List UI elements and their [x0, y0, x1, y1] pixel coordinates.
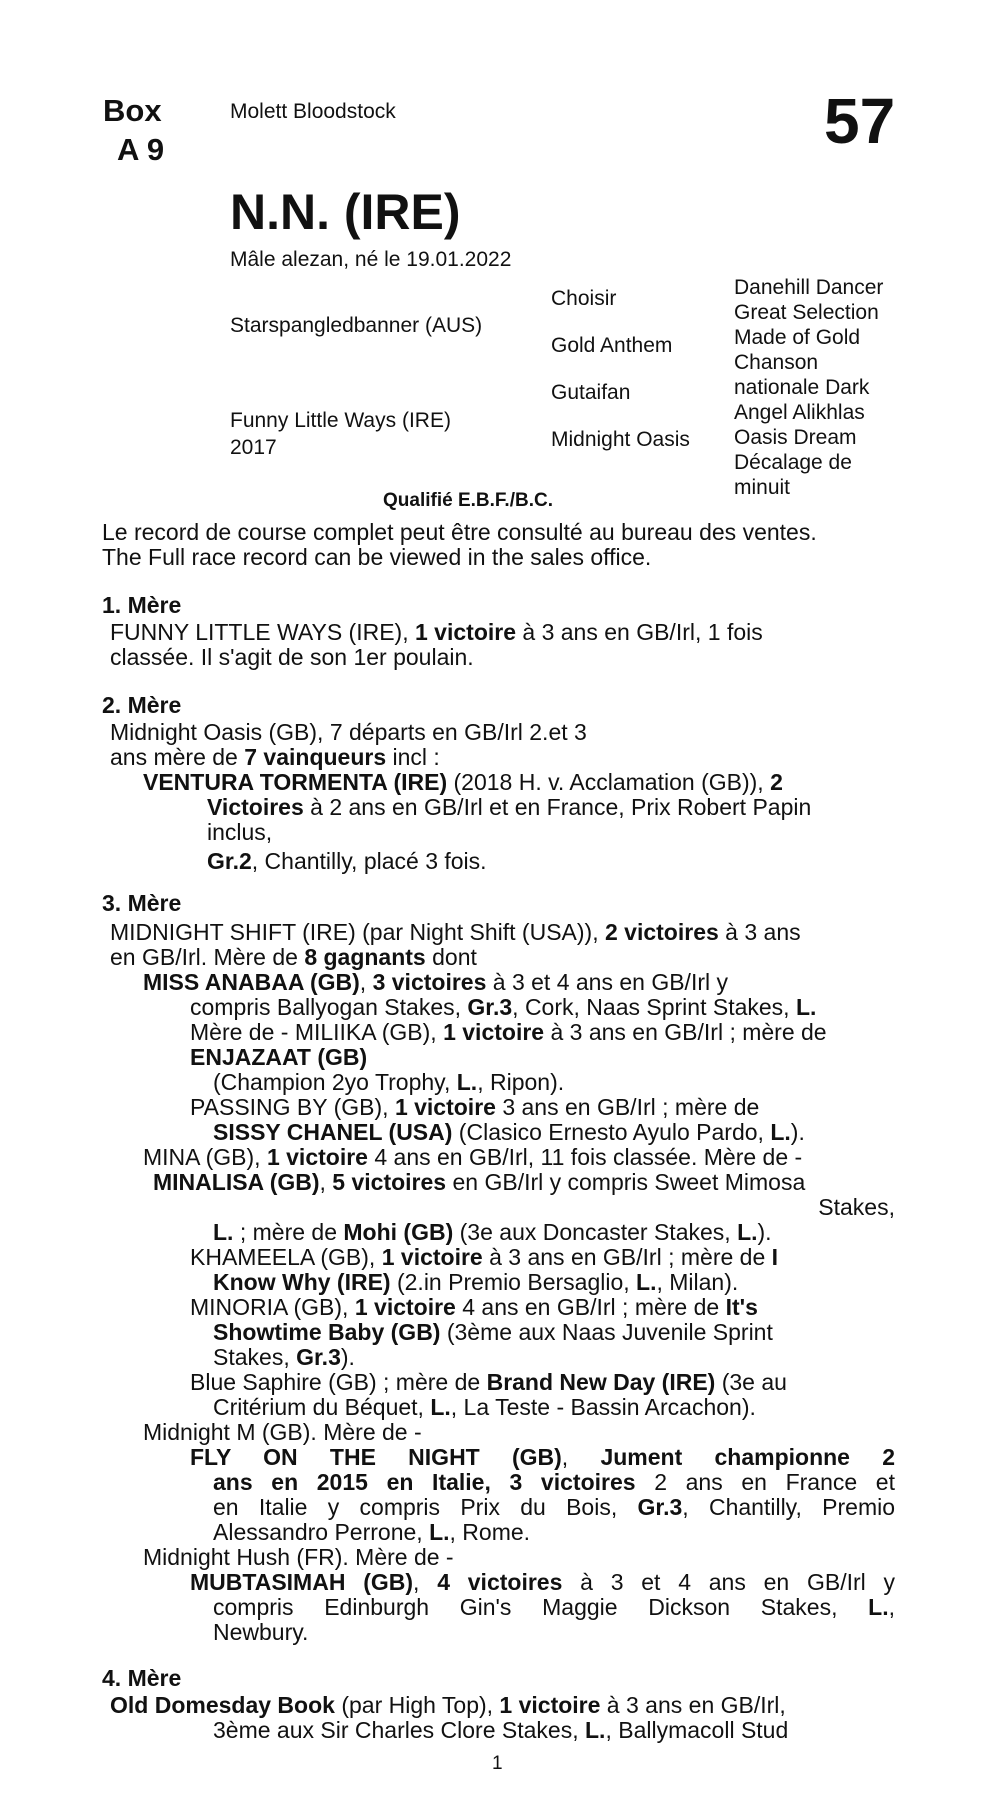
page-number: 1 — [492, 1753, 503, 1774]
s3-text: (3e aux Doncaster Stakes, — [453, 1219, 738, 1245]
s3-bold: L. — [430, 1394, 451, 1420]
pedigree-dam-year: 2017 — [230, 436, 277, 459]
s2-bold: Victoires — [207, 794, 304, 820]
s4-line1 — [110, 1693, 786, 1718]
mubtasimah-line1 — [190, 1570, 895, 1595]
s3-bold: Brand New Day (IRE) — [486, 1369, 716, 1395]
ggp-line: minuit — [734, 476, 791, 499]
s3-line1 — [110, 920, 801, 945]
ggp-line: Danehill Dancer — [734, 276, 884, 299]
s3-text: (3e au — [715, 1369, 787, 1395]
s3-bold: Mohi (GB) — [343, 1219, 454, 1245]
s3-text: MINORIA (GB), — [190, 1294, 355, 1320]
s3-bold: 1 victoire — [266, 1144, 368, 1170]
section-heading-mere2: 2. Mère — [102, 692, 182, 718]
section-heading-mere1: 1. Mère — [102, 592, 182, 618]
s3-bold: Gr.3 — [637, 1494, 683, 1520]
s2-text: , Chantilly, placé 3 fois. — [251, 848, 487, 874]
s3-bold: L. — [213, 1219, 234, 1245]
pedigree-grandparent: Gutaifan — [551, 381, 631, 404]
s3-bold: L. — [770, 1119, 791, 1145]
s2-bold: 2 — [770, 769, 783, 795]
ggp-line: Oasis Dream — [734, 426, 857, 449]
mubtasimah-line3: Newbury. — [213, 1619, 309, 1645]
s3-bold: Showtime Baby (GB) — [213, 1319, 441, 1345]
pedigree-sire: Starspangledbanner (AUS) — [230, 314, 483, 337]
s3-text: ). — [340, 1344, 355, 1370]
s2-text: incl : — [386, 744, 440, 770]
s1-text: à 3 ans en GB/Irl, 1 fois — [516, 619, 763, 645]
s3-bold: L. — [737, 1219, 758, 1245]
consignor: Molett Bloodstock — [230, 100, 396, 123]
ggp-line: nationale Dark — [734, 376, 870, 399]
s2-line2 — [110, 745, 440, 770]
s3-text: PASSING BY (GB), — [190, 1094, 395, 1120]
s3-text: , — [413, 1569, 438, 1595]
s3-text: , — [319, 1169, 333, 1195]
pedigree-dam: Funny Little Ways (IRE) — [230, 409, 451, 432]
s3-text: Critérium du Béquet, — [213, 1394, 431, 1420]
s3-text: en Italie y compris Prix du Bois, — [213, 1494, 638, 1520]
s3-text: à 3 et 4 ans en GB/Irl y — [486, 969, 728, 995]
miliika-line — [190, 1020, 827, 1045]
box-label: Box — [103, 93, 162, 128]
s2-ventura-line4 — [207, 849, 487, 874]
mubtasimah-line2 — [213, 1595, 895, 1620]
s3-bold: It's — [725, 1294, 758, 1320]
fly-on-the-night-line4 — [213, 1520, 530, 1545]
s3-text: , — [888, 1594, 895, 1620]
s3-text: MIDNIGHT SHIFT (IRE) (par Night Shift (USA)), — [110, 919, 605, 945]
pedigree-grandparent: Gold Anthem — [551, 334, 673, 357]
s3-text: , Ripon). — [477, 1069, 565, 1095]
s4-line2 — [213, 1718, 788, 1743]
s3-text: (3ème aux Naas Juvenile Sprint — [440, 1319, 773, 1345]
sales-notice — [102, 520, 817, 570]
s3-text: en GB/Irl y compris Sweet Mimosa — [446, 1169, 806, 1195]
s3-text: (Champion 2yo Trophy, — [213, 1069, 457, 1095]
s3-text: 3 ans en GB/Irl ; mère de — [495, 1094, 760, 1120]
qualification: Qualifié E.B.F./B.C. — [383, 490, 553, 511]
s3-text: KHAMEELA (GB), — [190, 1244, 382, 1270]
minalisa-line1 — [153, 1170, 805, 1195]
s3-bold: L. — [795, 994, 817, 1020]
s3-text: compris Edinburgh Gin's Maggie Dickson Stakes, — [213, 1594, 869, 1620]
s3-text: compris Ballyogan Stakes, — [190, 994, 468, 1020]
s3-text: 4 ans en GB/Irl, 11 fois classée. Mère de - — [367, 1144, 803, 1170]
s3-text: Alessandro Perrone, — [213, 1519, 430, 1545]
s3-text: (Clasico Ernesto Ayulo Pardo, — [452, 1119, 771, 1145]
s3-bold: Jument championne 2 — [600, 1444, 896, 1470]
s2-ventura-line3: inclus, — [207, 819, 273, 845]
s3-text: 4 ans en GB/Irl ; mère de — [455, 1294, 726, 1320]
s4-bold: 1 victoire — [499, 1692, 601, 1718]
s3-text: , La Teste - Bassin Arcachon). — [450, 1394, 756, 1420]
horse-name: N.N. (IRE) — [230, 184, 461, 240]
s3-bold: MUBTASIMAH (GB) — [190, 1569, 414, 1595]
s3-text: , Cork, Naas Sprint Stakes, — [512, 994, 796, 1020]
passing-by-line — [190, 1095, 759, 1120]
s3-text: à 3 ans — [718, 919, 801, 945]
minoria-line3 — [213, 1345, 355, 1370]
s3-text: en GB/Irl. Mère de — [110, 944, 305, 970]
s3-line2 — [110, 945, 477, 970]
fly-on-the-night-line1 — [190, 1445, 895, 1470]
minalisa-line3 — [213, 1220, 772, 1245]
s2-text: (2018 H. v. Acclamation (GB)), — [447, 769, 771, 795]
s3-text: , Milan). — [656, 1269, 739, 1295]
enjazaat-detail — [213, 1070, 564, 1095]
blue-saphire-line2 — [213, 1395, 756, 1420]
s3-bold: MISS ANABAA (GB) — [143, 969, 360, 995]
fly-on-the-night-line3 — [213, 1495, 895, 1520]
s2-text: à 2 ans en GB/Irl et en France, Prix Robert Papin — [303, 794, 812, 820]
fly-on-the-night-line2 — [213, 1470, 895, 1495]
s4-text: (par High Top), — [334, 1692, 500, 1718]
midnight-hush-line: Midnight Hush (FR). Mère de - — [143, 1544, 454, 1570]
s3-text: 2 ans en France et — [635, 1469, 895, 1495]
mina-line — [143, 1145, 802, 1170]
s3-bold: Gr.3 — [296, 1344, 341, 1370]
s3-text: Blue Saphire (GB) ; mère de — [190, 1369, 487, 1395]
s3-text: ). — [790, 1119, 805, 1145]
s1-text: FUNNY LITTLE WAYS (IRE), — [110, 619, 415, 645]
section-heading-mere4: 4. Mère — [102, 1665, 182, 1691]
s2-line1: Midnight Oasis (GB), 7 départs en GB/Irl 2.et 3 — [110, 719, 587, 745]
s1-wins: 1 victoire — [415, 619, 516, 645]
notice-fr: Le record de course complet peut être consulté au bureau des ventes. — [102, 519, 817, 545]
s3-bold: FLY ON THE NIGHT (GB) — [190, 1444, 562, 1470]
pedigree-grandparent: Midnight Oasis — [551, 428, 690, 451]
ggp-line: Great Selection — [734, 301, 879, 324]
s2-text: ans mère de — [110, 744, 245, 770]
s3-bold: Know Why (IRE) — [213, 1269, 391, 1295]
s3-bold: L. — [456, 1069, 478, 1095]
midnight-m-line: Midnight M (GB). Mère de - — [143, 1419, 422, 1445]
horse-description: Mâle alezan, né le 19.01.2022 — [230, 248, 512, 271]
s3-text: ). — [757, 1219, 772, 1245]
pedigree-grandparent: Choisir — [551, 287, 617, 310]
s3-text: , Rome. — [449, 1519, 531, 1545]
s3-bold: 5 victoires — [332, 1169, 447, 1195]
box-number: A 9 — [117, 132, 165, 167]
miss-anabaa-line2 — [190, 995, 816, 1020]
khameela-line1 — [190, 1245, 778, 1270]
sissy-chanel-line — [213, 1120, 805, 1145]
notice-en: The Full race record can be viewed in the sales office. — [102, 544, 652, 570]
s3-text: (2.in Premio Bersaglio, — [390, 1269, 637, 1295]
s2-ventura-line2 — [207, 795, 811, 820]
ventura-name: VENTURA TORMENTA (IRE) — [143, 769, 448, 795]
s3-text: à 3 ans en GB/Irl ; mère de — [544, 1019, 827, 1045]
s2-winners: 7 vainqueurs — [244, 744, 387, 770]
minoria-line2 — [213, 1320, 773, 1345]
s3-bold: 1 victoire — [443, 1019, 545, 1045]
pedigree-great-grandparents — [734, 275, 883, 500]
s3-text: ; mère de — [233, 1219, 344, 1245]
s4-text: à 3 ans en GB/Irl, — [600, 1692, 786, 1718]
enjazaat-line — [190, 1045, 367, 1070]
s4-bold: Old Domesday Book — [110, 1692, 335, 1718]
s3-bold: 2 victoires — [604, 919, 719, 945]
s3-text: , — [561, 1444, 601, 1470]
s4-bold: L. — [585, 1717, 606, 1743]
minalisa-line2: Stakes, — [818, 1194, 895, 1220]
s3-text: dont — [425, 944, 477, 970]
s3-bold: Gr.3 — [467, 994, 513, 1020]
s3-bold: 3 victoires — [372, 969, 487, 995]
s3-bold: ans en 2015 en Italie, 3 victoires — [213, 1469, 636, 1495]
s3-bold: 1 victoire — [381, 1244, 483, 1270]
khameela-line2 — [213, 1270, 738, 1295]
s3-bold: I — [771, 1244, 779, 1270]
blue-saphire-line1 — [190, 1370, 787, 1395]
section-heading-mere3: 3. Mère — [102, 890, 182, 916]
s3-bold: 1 victoire — [394, 1094, 496, 1120]
s3-text: Mère de - MILIIKA (GB), — [190, 1019, 444, 1045]
s3-bold: MINALISA (GB) — [153, 1169, 320, 1195]
s3-bold: L. — [636, 1269, 657, 1295]
ggp-line: Angel Alikhlas — [734, 401, 865, 424]
lot-number: 57 — [824, 85, 896, 157]
s3-text: , Chantilly, Premio — [682, 1494, 896, 1520]
s2-ventura-line1 — [143, 770, 783, 795]
s3-bold: SISSY CHANEL (USA) — [213, 1119, 453, 1145]
s3-bold: L. — [868, 1594, 889, 1620]
minoria-line1 — [190, 1295, 758, 1320]
s4-text: 3ème aux Sir Charles Clore Stakes, — [213, 1717, 585, 1743]
s3-bold: 8 gagnants — [304, 944, 426, 970]
s1-line2: classée. Il s'agit de son 1er poulain. — [110, 644, 474, 670]
s3-text: Stakes, — [213, 1344, 297, 1370]
ggp-line: Chanson — [734, 351, 819, 374]
miss-anabaa-line1 — [143, 970, 728, 995]
s3-text: MINA (GB), — [143, 1144, 267, 1170]
s3-bold: ENJAZAAT (GB) — [190, 1044, 368, 1070]
s3-text: à 3 et 4 ans en GB/Irl y — [562, 1569, 896, 1595]
s4-text: , Ballymacoll Stud — [605, 1717, 789, 1743]
s1-line1 — [110, 620, 763, 645]
s3-bold: 1 victoire — [354, 1294, 456, 1320]
s3-text: , — [359, 969, 373, 995]
s3-text: à 3 ans en GB/Irl ; mère de — [482, 1244, 772, 1270]
ggp-line: Décalage de — [734, 451, 852, 474]
s3-bold: 4 victoires — [437, 1569, 563, 1595]
s2-grade: Gr.2 — [207, 848, 252, 874]
s3-bold: L. — [429, 1519, 450, 1545]
ggp-line: Made of Gold — [734, 326, 861, 349]
